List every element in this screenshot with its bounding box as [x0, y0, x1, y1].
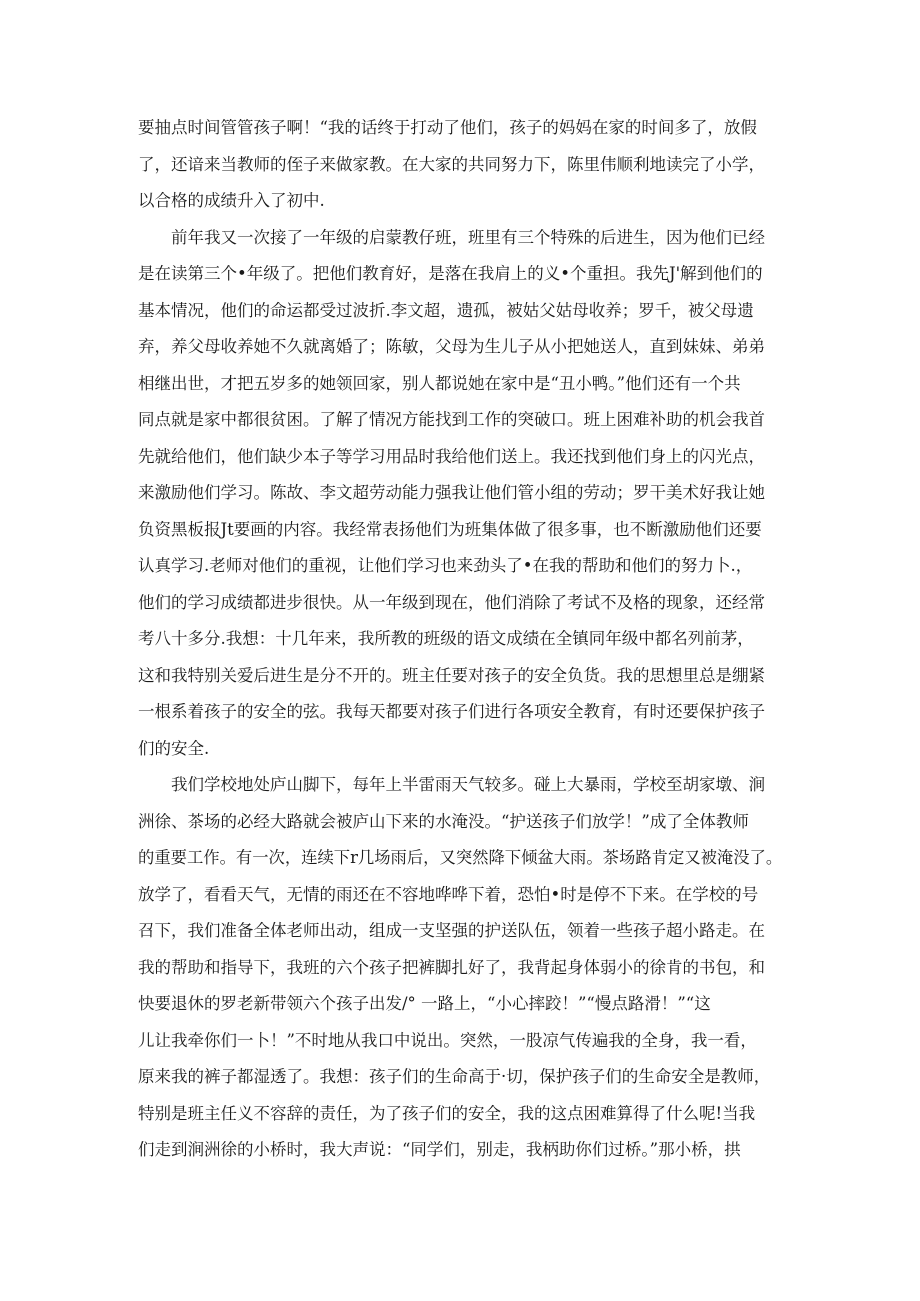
text-line: 负资黑板报Jt要画的内容。我经常表扬他们为班集体做了很多事，也不断激励他们还要	[138, 519, 762, 539]
text-line: 认真学习.老师对他们的重视，让他们学习也来劲头了•在我的帮助和他们的努力卜.，	[138, 556, 753, 575]
text-line: 的重要工作。有一次，连续下r几场雨后，又突然降下倾盆大雨。茶场路肯定又被淹没了。	[138, 848, 783, 867]
text-line: 他们的学习成绩都进步很快。从一年级到现在，他们消除了考试不及格的现象，还经常	[138, 592, 765, 612]
text-line: 了，还谙来当教师的侄子来做家教。在大家的共同努力下，陈里伟顺利地读完了小学，	[138, 154, 765, 174]
text-line: 同点就是家中都很贫困。了解了情况方能找到工作的突破口。班上困难补助的机会我首	[138, 410, 765, 429]
text-line: 基本情况，他们的命运都受过波折.李文超，遗孤，被姑父姑母收养；罗千，被父母遗	[138, 300, 754, 320]
paragraph-2	[138, 220, 783, 768]
text-line: 先就给他们，他们缺少本子等学习用品时我给他们送上。我还找到他们身上的闪光点，	[138, 446, 765, 466]
text-line: 来激励他们学习。陈故、李文超劳动能力强我让他们管小组的劳动；罗干美术好我让她	[138, 483, 765, 502]
text-line: 们走到涧洲徐的小桥时，我大声说：“同学们，别走，我柄助你们过桥。”那小桥，拱	[138, 1140, 741, 1159]
text-line: 相继出世，才把五岁多的她领回家，别人都说她在家中是“丑小鸭。”他们还有一个共	[138, 373, 741, 393]
paragraph-3	[138, 767, 783, 1169]
text-line: 召下，我们准备全体老师出动，组成一支坚强的护送队伍，领着一些孩子超小路走。在	[138, 921, 765, 940]
text-line: 考八十多分.我想：十几年来，我所教的班级的语文成绩在全镇同年级中都名列前茅，	[138, 629, 754, 648]
text-line: 特别是班主任义不容辞的责任，为了孩子们的安全，我的这点困难算得了什么呢!当我	[138, 1103, 756, 1123]
text-line: 要抽点时间管管孩子啊！“我的话终于打动了他们，孩子的妈妈在家的时间多了，放假	[138, 118, 757, 137]
text-line: 放学了，看看天气，无情的雨还在不容地哗哗下着，恐怕•时是停不下来。在学校的号	[138, 884, 759, 904]
text-line: 前年我又一次接了一年级的启蒙教仔班，班里有三个特殊的后进生，因为他们已经	[171, 227, 765, 247]
text-line: 一根系着孩子的安全的弦。我每天都要对孩子们进行各项安全教育，有时还要保护孩子	[138, 702, 765, 721]
text-line: 我的帮助和指导下，我班的六个孩子把裤脚扎好了，我背起身体弱小的徐肯的书包，和	[138, 957, 765, 977]
text-line: 以合格的成绩升入了初中.	[138, 191, 325, 210]
text-line: 们的安全.	[138, 738, 210, 758]
text-line: 快要退休的罗老新带领六个孩子出发/° 一路上，“小心摔跤！”“慢点路滑！”“这	[138, 994, 711, 1013]
text-line: 原来我的裤子都湿透了。我想：孩子们的生命高于·切，保护孩子们的生命安全是教师，	[138, 1067, 771, 1086]
text-line: 这和我特别关爱后进生是分不开的。班主任要对孩子的安全负货。我的思想里总是绷紧	[138, 665, 765, 685]
document-body	[138, 110, 783, 1169]
text-line: 我们学校地处庐山脚下，每年上半雷雨天气较多。碰上大暴雨，学校至胡家墩、涧	[171, 775, 765, 794]
text-line: 洲徐、茶场的必经大路就会被庐山下来的水淹没。“护送孩子们放学！”成了全体教师	[138, 811, 749, 831]
paragraph-1	[138, 110, 783, 220]
text-line: 弃，养父母收养她不久就离婚了；陈敏，父母为生儿子从小把她送人，直到妹妹、弟弟	[138, 337, 765, 356]
text-line: 儿让我牵你们一卜！”不时地从我口中说出。突然，一股凉气传遍我的全身，我一看，	[138, 1030, 757, 1050]
text-line: 是在读第三个•年级了。把他们教育好，是落在我肩上的义•个重担。我先J'解到他们的	[138, 264, 763, 283]
